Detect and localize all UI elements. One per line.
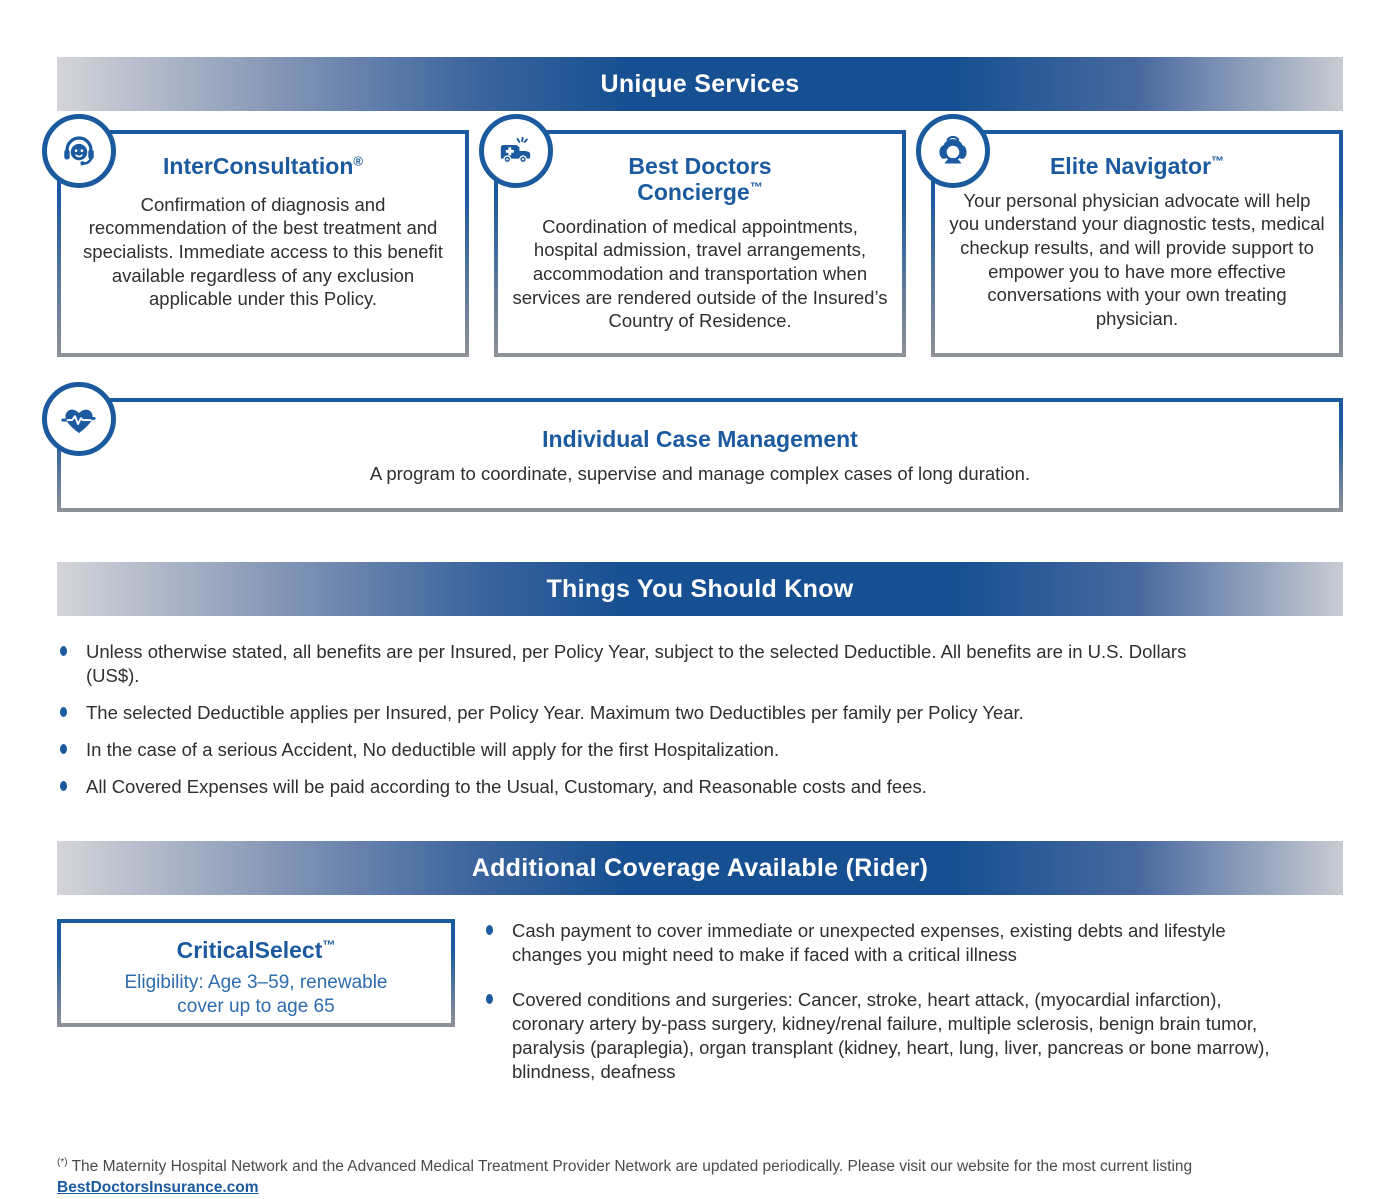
bullet-icon xyxy=(486,925,493,935)
card-border xyxy=(57,919,455,1027)
card-content xyxy=(61,923,451,1023)
unique-services-title: Unique Services xyxy=(600,69,800,98)
list-item: In the case of a serious Accident, No deductible will apply for the first Hospitalization. xyxy=(57,738,1207,762)
concierge-card xyxy=(494,130,906,357)
service-title: Elite Navigator™ xyxy=(1049,153,1225,179)
card-content xyxy=(61,402,1339,508)
list-item: Covered conditions and surgeries: Cancer, stroke, heart attack, (myocardial infarction), coronary artery by-pass surgery, kidney/renal failure, multiple sclerosis, benign brain tumor, paralysis (paraplegia), organ transplant (kidney, heart, lung, liver, pancreas or bone marrow), blindness, deafness xyxy=(483,988,1273,1084)
footnote-marker: (*) xyxy=(57,1156,68,1168)
criticalselect-title: CriticalSelect™ xyxy=(176,937,336,964)
ambulance-icon xyxy=(479,114,553,188)
card-border xyxy=(57,130,469,357)
bullet-icon xyxy=(60,744,67,754)
nurse-icon xyxy=(916,114,990,188)
case-management-title: Individual Case Management xyxy=(542,425,858,452)
criticalselect-card xyxy=(57,919,455,1027)
card-content xyxy=(498,134,902,353)
rider-bullet-list xyxy=(483,919,1343,1105)
card-border xyxy=(931,130,1343,357)
bullet-icon xyxy=(60,781,67,791)
service-description: Confirmation of diagnosis and recommendation of the best treatment and specialists. Immediate access to this benefit available regardless of any exclusion applicable under this Policy. xyxy=(83,193,443,310)
services-row xyxy=(57,130,1343,357)
additional-coverage-banner xyxy=(57,841,1343,895)
card-border xyxy=(57,398,1343,512)
card-border xyxy=(494,130,906,357)
elite-navigator-card xyxy=(931,130,1343,357)
things-banner xyxy=(57,562,1343,616)
things-bullet-list xyxy=(57,640,1343,799)
headset-agent-icon xyxy=(42,114,116,188)
list-item: Cash payment to cover immediate or unexpected expenses, existing debts and lifestyle changes you might need to make if faced with a critical illness xyxy=(483,919,1273,967)
bullet-icon xyxy=(486,994,493,1004)
interconsultation-card xyxy=(57,130,469,357)
case-management-description: A program to coordinate, supervise and manage complex cases of long duration. xyxy=(369,462,1031,484)
website-link[interactable]: BestDoctorsInsurance.com xyxy=(57,1179,259,1197)
list-item: All Covered Expenses will be paid according to the Usual, Customary, and Reasonable costs and fees. xyxy=(57,775,1207,799)
case-management-card xyxy=(57,398,1343,512)
service-title: Best Doctors Concierge™ xyxy=(628,153,772,205)
rider-section xyxy=(57,919,1343,1105)
list-item: Unless otherwise stated, all benefits are per Insured, per Policy Year, subject to the selected Deductible. All benefits are in U.S. Dollars (US$). xyxy=(57,640,1207,688)
footnote xyxy=(57,1156,1287,1199)
bullet-icon xyxy=(60,646,67,656)
card-content xyxy=(61,134,465,353)
bullet-icon xyxy=(60,707,67,717)
service-description: Your personal physician advocate will help you understand your diagnostic tests, medical checkup results, and will provide support to empower you to have more effective conversations with your own treating physician. xyxy=(949,189,1325,330)
service-description: Coordination of medical appointments, hospital admission, travel arrangements, accommodation and transportation when services are rendered outside of the Insured’s Country of Residence. xyxy=(512,215,888,332)
things-banner-title: Things You Should Know xyxy=(546,574,854,603)
unique-services-banner xyxy=(57,57,1343,111)
service-title: InterConsultation® xyxy=(163,153,363,179)
list-item: The selected Deductible applies per Insured, per Policy Year. Maximum two Deductibles per family per Policy Year. xyxy=(57,701,1207,725)
card-content xyxy=(935,134,1339,353)
additional-coverage-title: Additional Coverage Available (Rider) xyxy=(471,853,929,882)
footnote-text: The Maternity Hospital Network and the Advanced Medical Treatment Provider Network are updated periodically. Please visit our website for the most current listing xyxy=(67,1157,1193,1175)
criticalselect-eligibility: Eligibility: Age 3–59, renewable cover up to age 65 xyxy=(124,972,388,1017)
heart-pulse-icon xyxy=(42,382,116,456)
